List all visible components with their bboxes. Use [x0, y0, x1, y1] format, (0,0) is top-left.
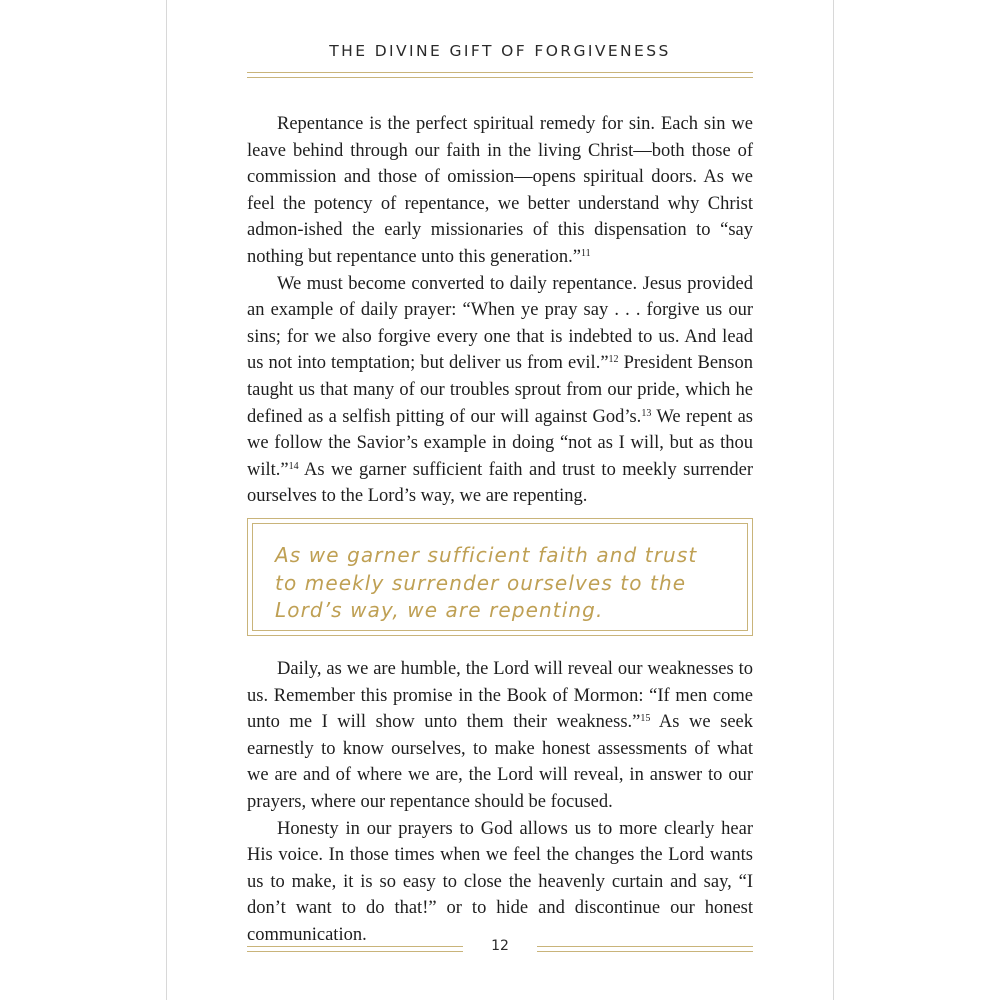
pull-quote-text: As we garner sufficient faith and trust to meekly surrender ourselves to the Lord’s way, we are repenting. [275, 543, 698, 622]
book-page [166, 0, 834, 1000]
body-text-bottom [247, 656, 753, 949]
footnote-ref: 13 [641, 407, 652, 419]
pull-quote-inner-frame [252, 523, 748, 631]
pull-quote-box [247, 518, 753, 636]
footer-rule-left [247, 946, 463, 952]
paragraph: Daily, as we are humble, the Lord will reveal our weaknesses to us. Remember this promise in the Book of Mormon: “If men come unto me I will show unto them their weakness.”$^{15}$ As we seek earnestly to know ourselves, to make honest assessments of what we are and of where we are, the Lord will reveal, in answer to our prayers, where our repentance should be focused. [247, 659, 753, 812]
footnote-ref: 14 [288, 460, 299, 472]
paragraph: Honesty in our prayers to God allows us to more clearly hear His voice. In those times when we feel the changes the Lord wants us to make, it is so easy to close the heavenly curtain and say, “I don’t want to do that!” or to hide and discontinue our honest communication. [247, 818, 753, 945]
footnote-ref: 12 [608, 354, 619, 366]
running-head: THE DIVINE GIFT OF FORGIVENESS [329, 42, 671, 60]
footnote-ref: 15 [640, 713, 651, 725]
footer-rule-right [537, 946, 753, 952]
header-rule [247, 72, 753, 78]
paragraph: Repentance is the perfect spiritual remedy for sin. Each sin we leave behind through our faith in the living Christ—both those of commission and those of omission—opens spiritual doors. As we feel the potency of repentance, we better understand why Christ admon-ished the early missionaries of this dispensation to “say nothing but repentance unto this generation.”$^{11}$ [247, 114, 753, 267]
body-text-top [247, 111, 753, 510]
footnote-ref: 11 [580, 247, 591, 259]
paragraph: We must become converted to daily repentance. Jesus provided an example of daily prayer: “When ye pray say . . . forgive us our sins; for we also forgive every one that is indebted to us. And lead us not into temptation; but deliver us from evil.”$^{12}$ President Benson taught us that many of our troubles sprout from our pride, which he defined as a selfish pitting of our will against God’s.$^{13}$ We repent as we follow the Savior’s example in doing “not as I will, but as thou wilt.”$^{14}$ As we garner sufficient faith and trust to meekly surrender ourselves to the Lord’s way, we are repenting. [247, 273, 754, 507]
page-number: 12 [491, 938, 509, 954]
